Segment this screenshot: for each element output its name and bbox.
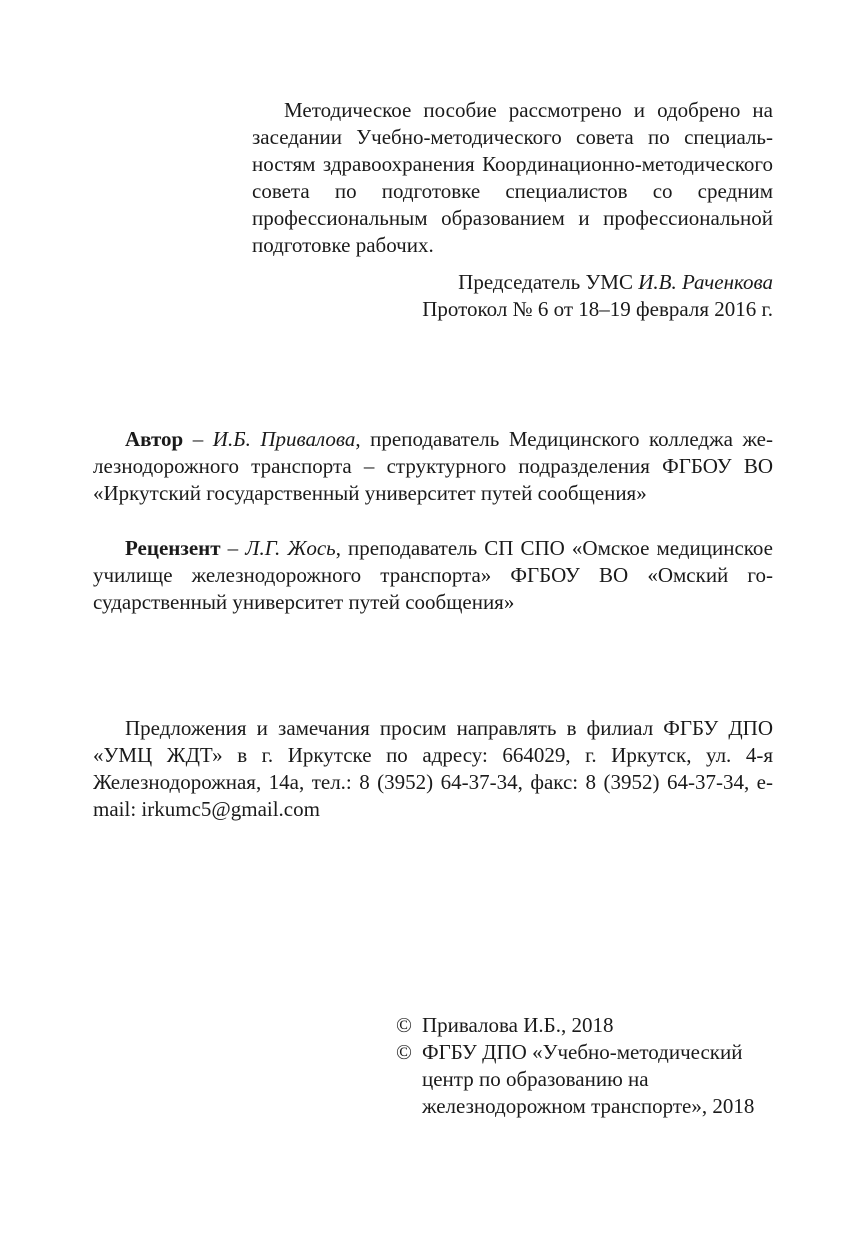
reviewer-dash: – [220, 536, 246, 560]
contacts-text: Предложения и замечания просим направлять в филиал ФГБУ ДПО «УМЦ ЖДТ» в г. Иркутске по адресу: 664029, г. Иркутск, ул. 4-я Железнодорожная, 14а, тел.: 8 (3952) 64-37-34, факс: 8 (3952) 64-37-34, e-mail: irkumc5@gmail.com [93, 716, 773, 821]
chair-name: И.В. Раченкова [638, 270, 773, 294]
copyright-block [396, 1012, 796, 1120]
approval-text: Методическое пособие рассмотрено и одобрено на заседании Учебно-методического совета по специальностям здравоохранения Координационно-методического совета по подготовке специалистов со средним профессиональным образованием и профессиональной подготовке рабочих. [252, 98, 773, 257]
reviewer-text: , преподаватель СП СПО «Омское медицинское училище железнодорожного транспорта» ФГБОУ ВО «Омский государственный университет путей сообщения» [93, 536, 773, 614]
contacts-paragraph [93, 715, 773, 823]
copyright-line [396, 1012, 796, 1039]
copyright-holder-publisher: ФГБУ ДПО «Учебно-методический центр по образованию на железнодорожном транспорте», 2018 [422, 1040, 755, 1118]
chair-prefix: Председатель УМС [458, 270, 639, 294]
copyright-line [396, 1039, 796, 1120]
chair-signoff [458, 269, 773, 296]
copyright-icon: © [396, 1013, 412, 1037]
author-paragraph [93, 426, 773, 507]
approval-paragraph [252, 97, 773, 259]
protocol-line: Протокол № 6 от 18–19 февраля 2016 г. [422, 297, 773, 321]
reviewer-paragraph [93, 535, 773, 616]
copyright-holder-author: Привалова И.Б., 2018 [422, 1013, 614, 1037]
author-dash: – [183, 427, 213, 451]
reviewer-label: Рецензент [125, 536, 221, 560]
reviewer-name: Л.Г. Жось [245, 536, 336, 560]
author-text: , преподаватель Медицинского колледжа железнодорожного транспорта – структурного подразделения ФГБОУ ВО «Иркутский государственный университет путей сообщения» [93, 427, 773, 505]
copyright-icon: © [396, 1040, 412, 1064]
author-name: И.Б. Привалова [212, 427, 356, 451]
author-label: Автор [125, 427, 184, 451]
